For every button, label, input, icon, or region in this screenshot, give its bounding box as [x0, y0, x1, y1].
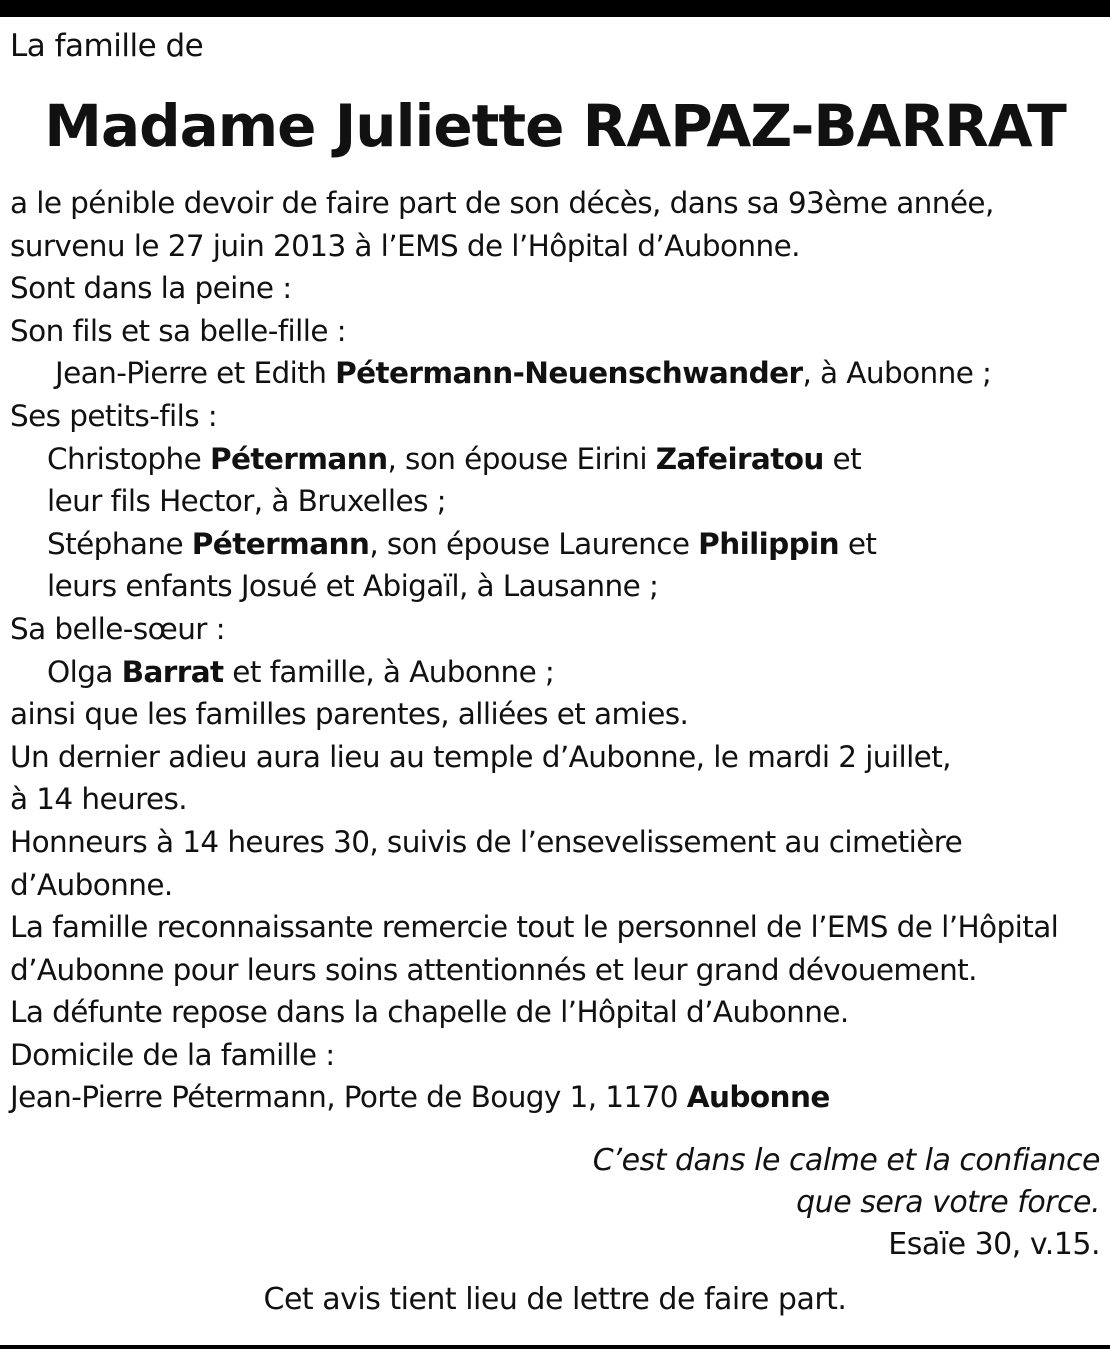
- grandson1-entry: [10, 438, 1105, 481]
- announcement-line: a le pénible devoir de faire part de son décès, dans sa 93ème année,: [10, 186, 994, 220]
- deceased-name: Madame Juliette RAPAZ-BARRAT: [44, 92, 1066, 160]
- grandson1-line2: leur fils Hector, à Bruxelles ;: [47, 484, 446, 519]
- son-names: Jean-Pierre et Edith: [55, 356, 336, 391]
- grandson2-first: Stéphane: [47, 526, 192, 561]
- grandson2-spouse: Philippin: [698, 526, 840, 561]
- mourners-heading: Sont dans la peine :: [10, 271, 292, 306]
- honours-line: d’Aubonne.: [10, 867, 173, 902]
- sister-in-law-entry: [10, 651, 1105, 694]
- notice-body: [10, 182, 1105, 1119]
- son-surname: Pétermann-Neuenschwander: [335, 356, 803, 391]
- son-place: , à Aubonne ;: [802, 356, 992, 391]
- grandson1-mid: , son épouse Eirini: [387, 441, 656, 476]
- thanks-line: d’Aubonne pour leurs soins attentionnés et leur grand dévouement.: [10, 952, 977, 987]
- grandson2-line2: leurs enfants Josué et Abigaïl, à Lausanne ;: [47, 569, 659, 604]
- rests-line: La défunte repose dans la chapelle de l’Hôpital d’Aubonne.: [10, 995, 849, 1030]
- grandson1-end: et: [823, 441, 862, 476]
- families-line: ainsi que les familles parentes, alliées et amies.: [10, 697, 689, 732]
- domicile-city: Aubonne: [686, 1080, 830, 1115]
- grandson2-surname: Pétermann: [191, 526, 370, 561]
- grandson1-first: Christophe: [47, 441, 210, 476]
- sister-in-law-rest: et famille, à Aubonne ;: [223, 654, 555, 689]
- grandson2-mid: , son épouse Laurence: [369, 526, 699, 561]
- domicile-address: [10, 1076, 1105, 1119]
- verse-line: C’est dans le calme et la confiance: [592, 1143, 1100, 1178]
- closing-note: Cet avis tient lieu de lettre de faire part.: [263, 1282, 847, 1317]
- verse-reference: Esaïe 30, v.15.: [888, 1227, 1100, 1262]
- verse-line: que sera votre force.: [796, 1185, 1100, 1220]
- farewell-line: à 14 heures.: [10, 782, 188, 817]
- announcement-line: survenu le 27 juin 2013 à l’EMS de l’Hôpital d’Aubonne.: [10, 228, 800, 263]
- grandson1-surname: Pétermann: [209, 441, 388, 476]
- sister-in-law-surname: Barrat: [121, 654, 224, 689]
- grandson2-entry: [10, 523, 1105, 566]
- domicile-street: Jean-Pierre Pétermann, Porte de Bougy 1, 1170: [10, 1080, 687, 1115]
- sister-in-law-heading: Sa belle-sœur :: [10, 611, 225, 646]
- domicile-heading: Domicile de la famille :: [10, 1037, 335, 1072]
- grandson1-spouse: Zafeiratou: [655, 441, 824, 476]
- son-heading: Son fils et sa belle-fille :: [10, 313, 346, 348]
- sister-in-law-first: Olga: [47, 654, 122, 689]
- farewell-line: Un dernier adieu aura lieu au temple d’Aubonne, le mardi 2 juillet,: [10, 739, 951, 774]
- bible-verse: [593, 1140, 1100, 1266]
- thanks-line: La famille reconnaissante remercie tout le personnel de l’EMS de l’Hôpital: [10, 910, 1059, 945]
- top-border: [0, 0, 1110, 17]
- son-entry: [10, 352, 1105, 395]
- grandson2-end: et: [839, 526, 877, 561]
- honours-line: Honneurs à 14 heures 30, suivis de l’ensevelissement au cimetière: [10, 824, 963, 859]
- intro-text: La famille de: [10, 28, 204, 64]
- bottom-border: [0, 1345, 1110, 1349]
- grandsons-heading: Ses petits-fils :: [10, 398, 218, 433]
